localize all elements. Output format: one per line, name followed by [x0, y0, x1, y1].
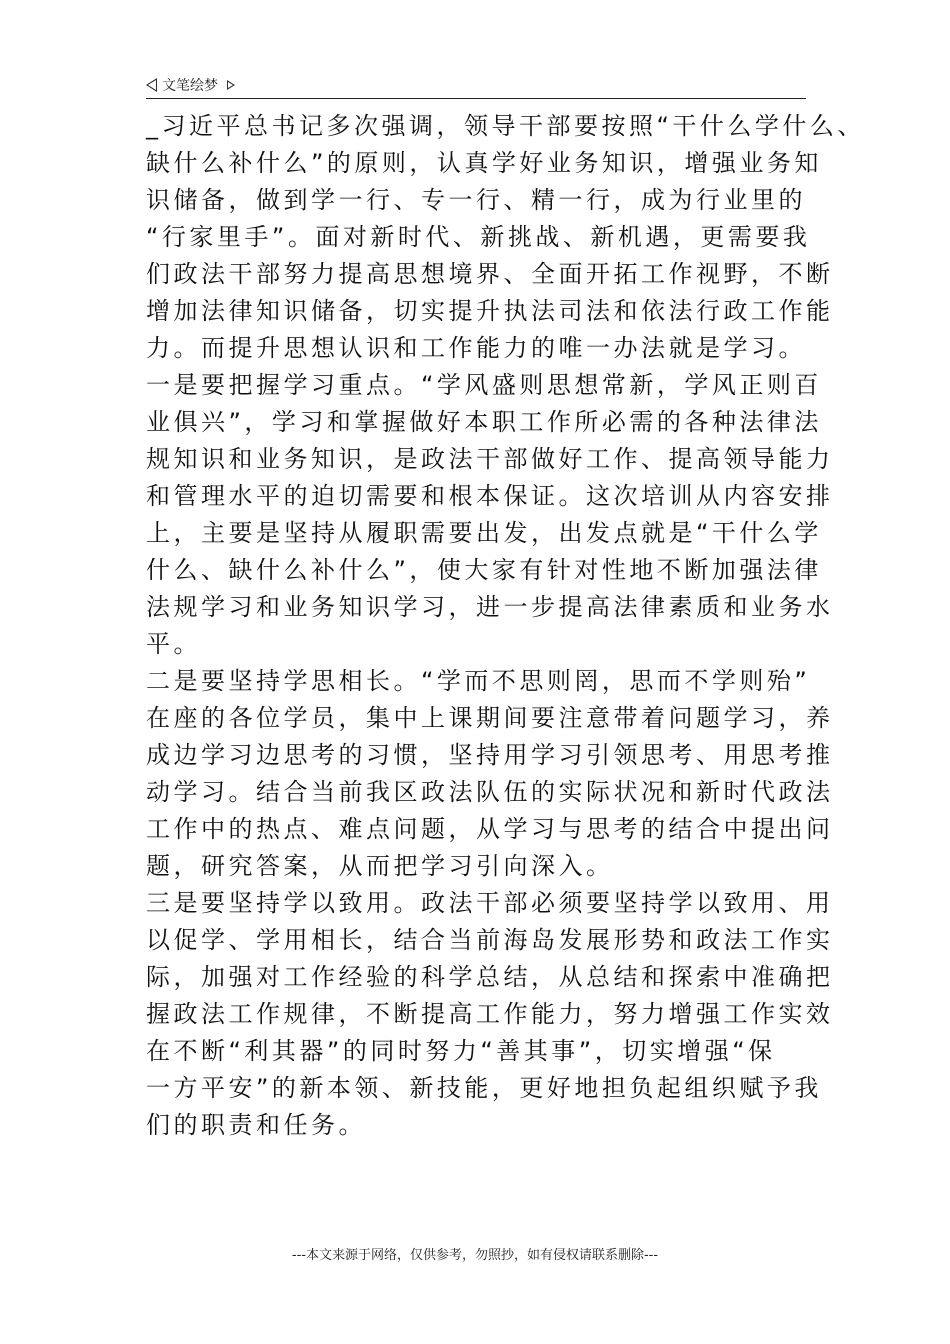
- text-line: 规知识和业务知识，是政法干部做好工作、提高领导能力: [146, 445, 834, 473]
- text-line: 动学习。结合当前我区政法队伍的实际状况和新时代政法: [146, 778, 834, 806]
- text-line: 一方平安”的新本领、新技能，更好地担负起组织赋予我: [146, 1074, 822, 1102]
- text-line: 缺什么补什么”的原则，认真学好业务知识，增强业务知: [146, 149, 822, 177]
- text-line: 力。而提升思想认识和工作能力的唯一办法就是学习。: [146, 334, 806, 362]
- header-title: 文笔绘梦: [162, 78, 218, 94]
- text-line: 一是要把握学习重点。“学风盛则思想常新，学风正则百: [146, 371, 822, 399]
- text-line: 什么、缺什么补什么”，使大家有针对性地不断加强法律: [146, 556, 822, 584]
- text-line: 和管理水平的迫切需要和根本保证。这次培训从内容安排: [146, 482, 834, 510]
- text-line: 成边学习边思考的习惯，坚持用学习引领思考、用思考推: [146, 741, 834, 769]
- text-line: 平。: [146, 630, 201, 658]
- text-line: “行家里手”。面对新时代、新挑战、新机遇，更需要我: [146, 223, 811, 251]
- header-divider: [146, 98, 806, 99]
- text-line: 们政法干部努力提高思想境界、全面开拓工作视野，不断: [146, 260, 834, 288]
- document-body: [146, 108, 865, 1144]
- footer-disclaimer: ---本文来源于网络，仅供参考，勿照抄，如有侵权请联系删除---: [291, 1248, 659, 1263]
- text-line: 际，加强对工作经验的科学总结，从总结和探索中准确把: [146, 963, 834, 991]
- text-line: 识储备，做到学一行、专一行、精一行，成为行业里的: [146, 186, 806, 214]
- text-line: 以促学、学用相长，结合当前海岛发展形势和政法工作实: [146, 926, 834, 954]
- text-line: 在座的各位学员，集中上课期间要注意带着问题学习，养: [146, 704, 834, 732]
- text-line: 在不断“利其器”的同时努力“善其事”，切实增强“保: [146, 1037, 776, 1065]
- text-line: 们的职责和任务。: [146, 1111, 366, 1139]
- page-header: [146, 74, 235, 96]
- text-line: 业俱兴”，学习和掌握做好本职工作所必需的各种法律法: [146, 408, 822, 436]
- text-line: 握政法工作规律，不断提高工作能力，努力增强工作实效: [146, 1000, 834, 1028]
- text-line: 工作中的热点、难点问题，从学习与思考的结合中提出问: [146, 815, 834, 843]
- text-line: 二是要坚持学思相长。“学而不思则罔，思而不学则殆”: [146, 667, 811, 695]
- triangle-left-icon: [146, 78, 157, 92]
- text-line: 上，主要是坚持从履职需要出发，出发点就是“干什么学: [146, 519, 822, 547]
- triangle-right-icon: [227, 80, 235, 90]
- text-line: 法规学习和业务知识学习，进一步提高法律素质和业务水: [146, 593, 834, 621]
- text-line: 增加法律知识储备，切实提升执法司法和依法行政工作能: [146, 297, 834, 325]
- text-line: 题，研究答案，从而把学习引向深入。: [146, 852, 614, 880]
- text-line: 三是要坚持学以致用。政法干部必须要坚持学以致用、用: [146, 889, 834, 917]
- text-line: _习近平总书记多次强调，领导干部要按照“干什么学什么、: [146, 112, 865, 140]
